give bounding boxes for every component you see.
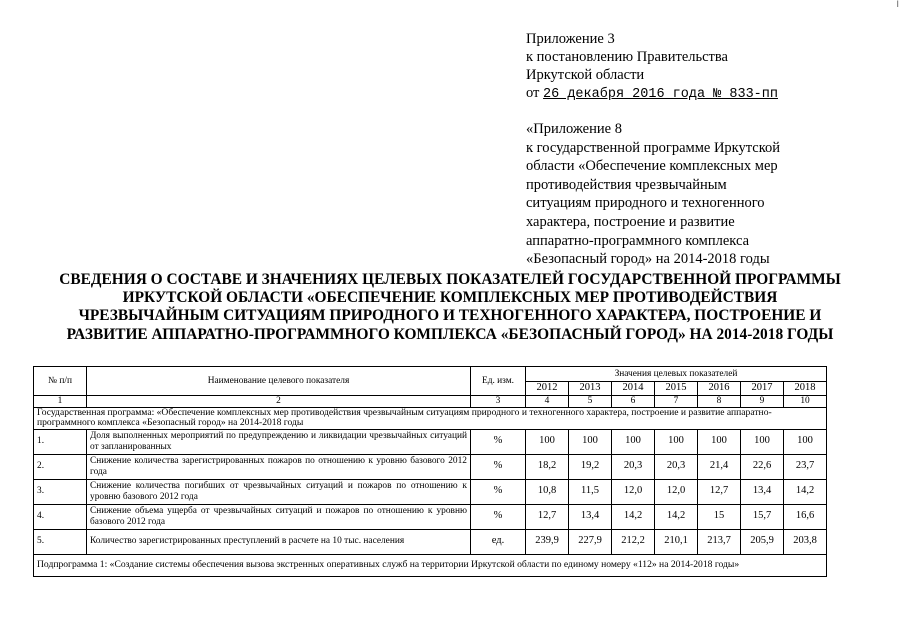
row-value: 23,7 — [784, 454, 827, 479]
appendix-3-line-3: Иркутской области — [526, 67, 645, 83]
row-value: 18,2 — [526, 454, 569, 479]
row-num: 4. — [34, 504, 87, 529]
row-value: 13,4 — [569, 504, 612, 529]
row-value: 212,2 — [612, 529, 655, 554]
column-number: 7 — [655, 396, 698, 408]
row-unit: % — [471, 454, 526, 479]
appendix-8-line-5: ситуациям природного и техногенного — [526, 195, 765, 212]
appendix-8-line-7: аппаратно-программного комплекса — [526, 232, 750, 249]
row-value: 15 — [698, 504, 741, 529]
header-name: Наименование целевого показателя — [87, 367, 471, 396]
table-row — [34, 429, 827, 454]
row-name: Количество зарегистрированных преступлений в расчете на 10 тыс. населения — [87, 529, 471, 554]
row-value: 20,3 — [612, 454, 655, 479]
row-num: 5. — [34, 529, 87, 554]
column-number: 8 — [698, 396, 741, 408]
row-value: 205,9 — [741, 529, 784, 554]
row-value: 100 — [784, 429, 827, 454]
row-num: 3. — [34, 479, 87, 504]
row-num: 1. — [34, 429, 87, 454]
appendix-8-line-4: противодействия чрезвычайным — [526, 176, 727, 193]
appendix-8-line-6: характера, построение и развитие — [526, 213, 735, 230]
row-value: 100 — [698, 429, 741, 454]
table-row — [34, 454, 827, 479]
column-number: 6 — [612, 396, 655, 408]
row-value: 100 — [526, 429, 569, 454]
row-value: 13,4 — [741, 479, 784, 504]
indicators-table — [33, 366, 827, 577]
appendix-3-from: от — [526, 85, 540, 101]
row-value: 12,0 — [612, 479, 655, 504]
row-value: 12,7 — [698, 479, 741, 504]
header-year: 2016 — [698, 382, 741, 396]
column-number: 1 — [34, 396, 87, 408]
column-number: 2 — [87, 396, 471, 408]
appendix-3-line-1: Приложение 3 — [526, 31, 615, 47]
appendix-8-line-2: к государственной программе Иркутской — [526, 139, 781, 156]
appendix-8-line-3: области «Обеспечение комплексных мер — [526, 158, 778, 175]
row-value: 10,8 — [526, 479, 569, 504]
column-number: 10 — [784, 396, 827, 408]
row-value: 14,2 — [784, 479, 827, 504]
row-value: 14,2 — [655, 504, 698, 529]
row-value: 210,1 — [655, 529, 698, 554]
row-value: 203,8 — [784, 529, 827, 554]
column-number: 9 — [741, 396, 784, 408]
appendix-8-line-8: «Безопасный город» на 2014-2018 годы — [526, 251, 770, 268]
header-year: 2012 — [526, 382, 569, 396]
header-unit: Ед. изм. — [471, 367, 526, 396]
row-value: 16,6 — [784, 504, 827, 529]
column-number: 3 — [471, 396, 526, 408]
row-value: 20,3 — [655, 454, 698, 479]
table-row — [34, 529, 827, 554]
row-value: 21,4 — [698, 454, 741, 479]
row-value: 239,9 — [526, 529, 569, 554]
column-number: 4 — [526, 396, 569, 408]
row-unit: % — [471, 429, 526, 454]
header-year: 2018 — [784, 382, 827, 396]
row-value: 14,2 — [612, 504, 655, 529]
row-value: 100 — [741, 429, 784, 454]
header-num: № п/п — [34, 367, 87, 396]
title-line-4: РАЗВИТИЕ АППАРАТНО-ПРОГРАММНОГО КОМПЛЕКСА «БЕЗОПАСНЫЙ ГОРОД» НА 2014-2018 ГОДЫ — [66, 325, 834, 343]
appendix-8-header — [526, 120, 816, 269]
row-value: 19,2 — [569, 454, 612, 479]
program-row: Государственная программа: «Обеспечение комплексных мер противодействия чрезвычайным ситуациям природного и техногенного характера, построение и развитие аппаратно-программного комплекса «Безопасный город» на 2014-2018 годы — [34, 407, 827, 429]
table-row — [34, 479, 827, 504]
row-unit: ед. — [471, 529, 526, 554]
row-value: 22,6 — [741, 454, 784, 479]
column-number: 5 — [569, 396, 612, 408]
row-value: 100 — [569, 429, 612, 454]
title-line-3: ЧРЕЗВЫЧАЙНЫМ СИТУАЦИЯМ ПРИРОДНОГО И ТЕХНОГЕННОГО ХАРАКТЕРА, ПОСТРОЕНИЕ И — [78, 307, 822, 325]
subprogram-row: Подпрограмма 1: «Создание системы обеспечения вызова экстренных оперативных служб на территории Иркутской области по единому номеру «112» на 2014-2018 годы» — [34, 554, 827, 576]
appendix-3-date-line — [526, 84, 778, 104]
row-name: Снижение объема ущерба от чрезвычайных ситуаций и пожаров по отношению к уровню базового 2012 года — [87, 504, 471, 529]
title-line-2: ИРКУТСКОЙ ОБЛАСТИ «ОБЕСПЕЧЕНИЕ КОМПЛЕКСНЫХ МЕР ПРОТИВОДЕЙСТВИЯ — [122, 289, 778, 307]
table-row — [34, 504, 827, 529]
row-num: 2. — [34, 454, 87, 479]
row-unit: % — [471, 504, 526, 529]
row-value: 12,7 — [526, 504, 569, 529]
row-name: Доля выполненных мероприятий по предупреждению и ликвидации чрезвычайных ситуаций от запланированных — [87, 429, 471, 454]
row-value: 11,5 — [569, 479, 612, 504]
document-title — [30, 271, 870, 344]
header-year: 2017 — [741, 382, 784, 396]
row-unit: % — [471, 479, 526, 504]
row-value: 213,7 — [698, 529, 741, 554]
row-value: 100 — [655, 429, 698, 454]
header-year: 2013 — [569, 382, 612, 396]
appendix-3-header — [526, 30, 778, 104]
row-value: 227,9 — [569, 529, 612, 554]
row-name: Снижение количества зарегистрированных пожаров по отношению к уровню базового 2012 года — [87, 454, 471, 479]
appendix-3-line-2: к постановлению Правительства — [526, 49, 728, 65]
appendix-3-date-number: 26 декабря 2016 года № 833-пп — [543, 87, 778, 102]
appendix-8-line-1: «Приложение 8 — [526, 121, 622, 137]
header-values-group: Значения целевых показателей — [526, 367, 827, 382]
row-name: Снижение количества погибших от чрезвычайных ситуаций и пожаров по отношению к уровню базового 2012 года — [87, 479, 471, 504]
row-value: 12,0 — [655, 479, 698, 504]
title-line-1: СВЕДЕНИЯ О СОСТАВЕ И ЗНАЧЕНИЯХ ЦЕЛЕВЫХ ПОКАЗАТЕЛЕЙ ГОСУДАРСТВЕННОЙ ПРОГРАММЫ — [59, 271, 841, 288]
column-numbers-row — [34, 396, 827, 408]
corner-mark: I — [896, 0, 899, 10]
row-value: 100 — [612, 429, 655, 454]
header-year: 2015 — [655, 382, 698, 396]
header-year: 2014 — [612, 382, 655, 396]
row-value: 15,7 — [741, 504, 784, 529]
